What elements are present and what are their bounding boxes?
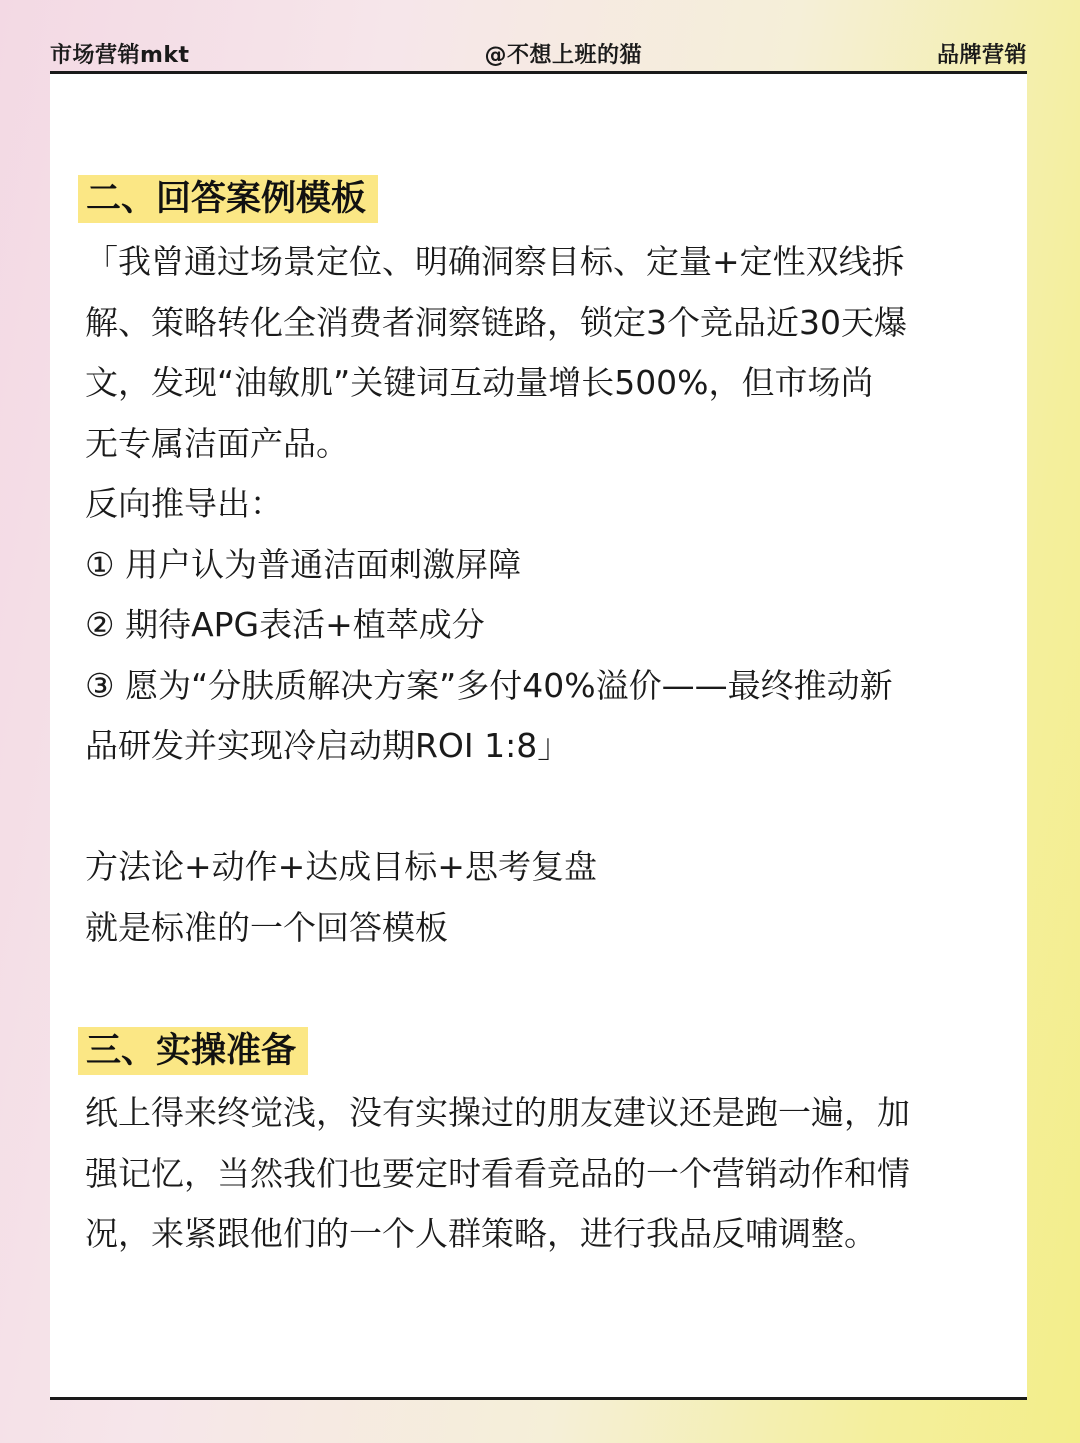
answer-example-paragraph	[85, 232, 1005, 958]
author-handle: @不想上班的猫	[484, 42, 643, 68]
text-line: 反向推导出：	[85, 484, 283, 523]
section-heading-answer-template: 二、回答案例模板	[78, 175, 378, 223]
account-category-label: 市场营销mkt	[50, 42, 190, 68]
text-line: 纸上得来终觉浅，没有实操过的朋友建议还是跑一遍，加	[85, 1093, 910, 1132]
summary-line: 方法论+动作+达成目标+思考复盘	[85, 847, 597, 886]
text-line: 文，发现“油敏肌”关键词互动量增长500%，但市场尚	[85, 363, 874, 402]
blank-line	[85, 777, 1005, 838]
text-line: 强记忆，当然我们也要定时看看竞品的一个营销动作和情	[85, 1153, 910, 1193]
practice-prep-paragraph	[85, 1083, 1005, 1265]
text-line: 品研发并实现冷启动期ROI 1:8」	[85, 726, 571, 765]
text-line: 无专属洁面产品。	[85, 423, 349, 463]
page-header	[50, 36, 1027, 70]
text-line: 解、策略转化全消费者洞察链路，锁定3个竞品近30天爆	[85, 302, 907, 342]
text-line: 「我曾通过场景定位、明确洞察目标、定量+定性双线拆	[85, 242, 905, 281]
summary-line: 就是标准的一个回答模板	[85, 907, 448, 947]
topic-label: 品牌营销	[936, 42, 1027, 68]
section-heading-practice-prep: 三、实操准备	[78, 1027, 308, 1075]
footer-divider	[50, 1397, 1027, 1400]
list-item: ③ 愿为“分肤质解决方案”多付40%溢价——最终推动新	[85, 665, 893, 705]
list-item: ② 期待APG表活+植萃成分	[85, 605, 485, 644]
list-item: ① 用户认为普通洁面刺激屏障	[85, 544, 522, 584]
text-line: 况，来紧跟他们的一个人群策略，进行我品反哺调整。	[85, 1214, 877, 1253]
